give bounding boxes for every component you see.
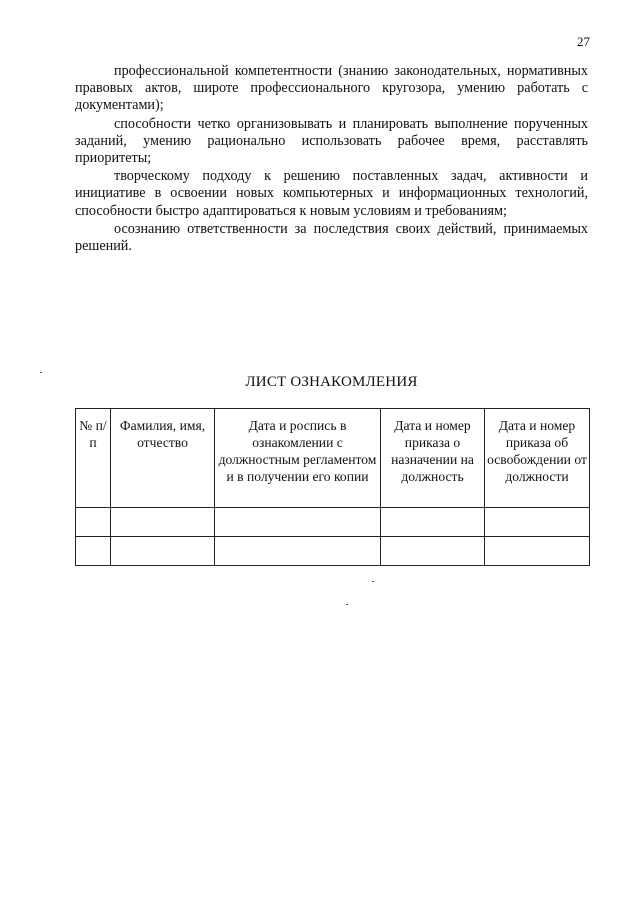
acknowledgement-table [75,408,590,566]
column-header-number: № п/п [76,409,111,508]
table-cell[interactable] [111,537,215,566]
page-number: 27 [577,34,590,49]
table-header-row [76,409,590,508]
column-header-full-name: Фамилия, имя, отчество [111,409,215,508]
paragraph-organizing-ability: способности четко организовывать и планировать выполнение порученных заданий, умению рационально использовать рабочее время, расставлять приоритеты; [75,115,588,167]
table-row [76,537,590,566]
column-header-dismissal-order: Дата и номер приказа об освобождении от должности [485,409,590,508]
body-text [75,63,588,256]
scan-speck [346,604,348,605]
paragraph-professional-competence: профессиональной компетентности (знанию законодательных, нормативных правовых актов, широте профессионального кругозора, умению работать с документами); [75,63,588,114]
table-cell[interactable] [215,508,381,537]
table-cell[interactable] [215,537,381,566]
column-header-signature-date: Дата и роспись в ознакомлении с должностным регламентом и в получении его копии [215,409,381,508]
table-cell[interactable] [381,537,485,566]
table-row [76,508,590,537]
acknowledgement-sheet-title: ЛИСТ ОЗНАКОМЛЕНИЯ [245,374,418,390]
paragraph-creative-approach: творческому подходу к решению поставленных задач, активности и инициативе в освоении новых компьютерных и информационных технологий, способности быстро адаптироваться к новым условиям и требованиям; [75,168,588,219]
table-cell[interactable] [111,508,215,537]
table-cell[interactable] [485,508,590,537]
table-cell[interactable] [381,508,485,537]
table-cell[interactable] [485,537,590,566]
scan-speck [372,581,374,582]
column-header-appointment-order: Дата и номер приказа о назначении на должность [381,409,485,508]
scan-speck [40,372,42,373]
paragraph-responsibility: осознанию ответственности за последствия своих действий, принимаемых решений. [75,220,588,255]
table-cell[interactable] [76,537,111,566]
table-cell[interactable] [76,508,111,537]
